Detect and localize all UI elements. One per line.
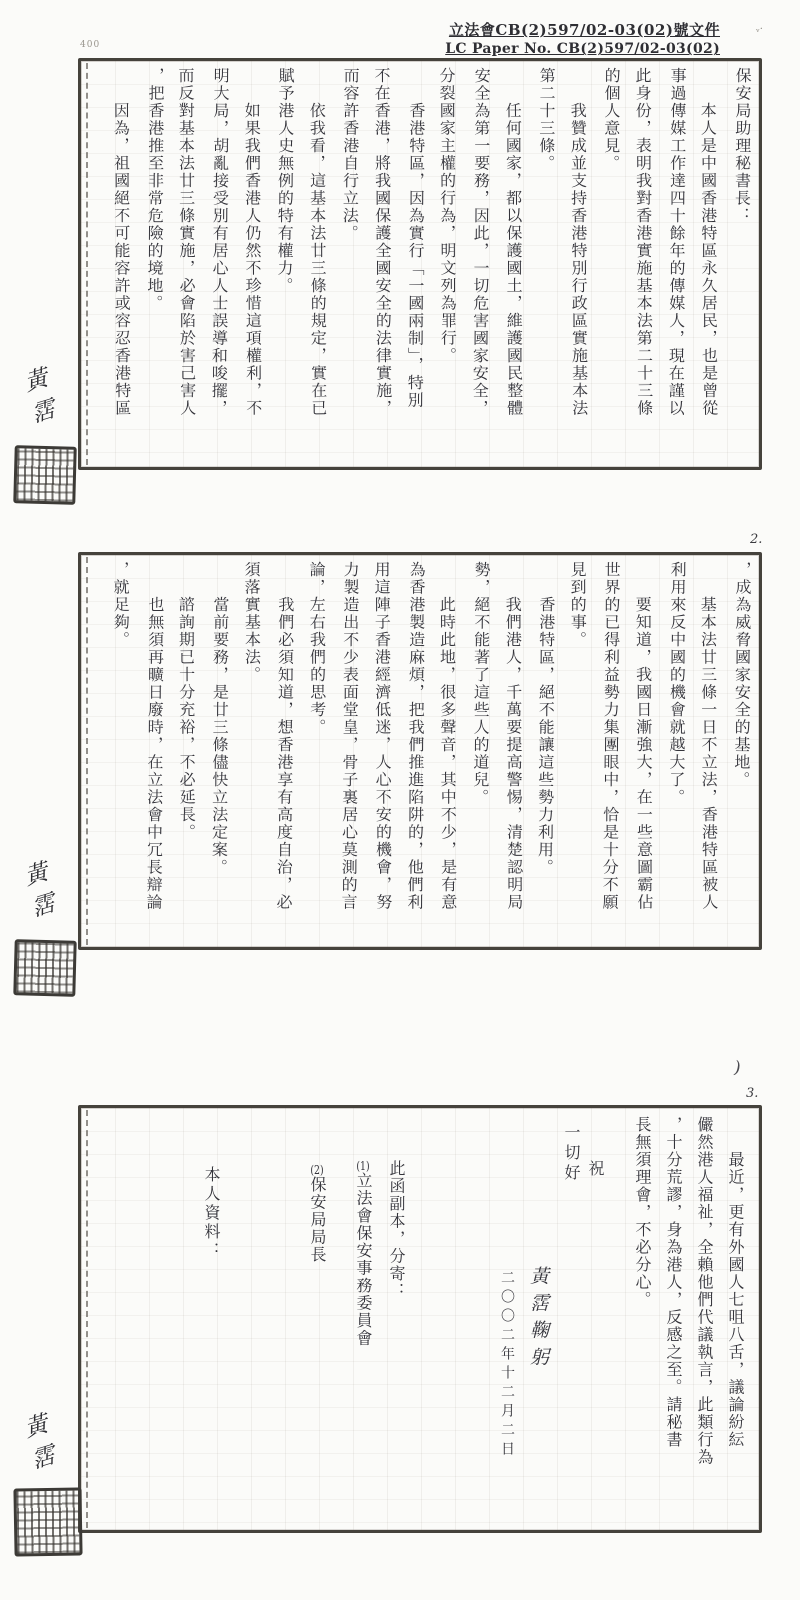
text-column: 依我看，這基本法廿三條的規定，實在已 (306, 66, 328, 418)
text-column: 事過傳媒工作達四十餘年的傳媒人，現在謹以 (665, 66, 687, 418)
text-column: 儼然港人福祉，全賴他們代議執言，此類行為 (695, 1116, 714, 1466)
text-column: 而反對基本法廿三條實施，必會陷於害己害人 (176, 66, 198, 418)
margin-stamp-group (10, 1410, 80, 1556)
text-column: 見到的事。 (567, 560, 588, 649)
margin-stamp-group (10, 364, 80, 504)
seal-stamp (13, 939, 76, 997)
letter-date: 二〇〇二年十二月二日 (499, 1270, 515, 1460)
cc-text: 保安局局長 (308, 1176, 327, 1264)
scan-stray-mark: ) (731, 1057, 743, 1079)
signature-name: 黃霑鞠躬 (527, 1266, 549, 1374)
seal-stamp (13, 1487, 82, 1556)
text-column: 因為，祖國絕不可能容許或容忍香港特區 (110, 66, 132, 418)
text-column: 的個人意見。 (601, 66, 622, 173)
text-column: ，把香港推至非常危險的境地。 (144, 66, 165, 313)
valediction-wish: 一切好 (562, 1124, 581, 1184)
doc-number-chinese: 立法會CB(2)597/02-03(02)號文件 (448, 21, 720, 39)
margin-stamp-group (10, 858, 80, 996)
cc-number: (1) (356, 1160, 370, 1172)
valediction-zhu: 祝 (586, 1160, 605, 1178)
cc-item (309, 1164, 325, 1264)
page3-number: 3. (746, 1086, 759, 1101)
text-column: ，就足夠。 (111, 560, 131, 649)
text-column: 不在香港，將我國保護全國安全的法律實施， (371, 66, 393, 418)
text-column: 分裂國家主權的行為，明文列為罪行。 (437, 66, 458, 365)
text-column: 長無須理會，不必分心。 (633, 1116, 652, 1309)
text-column: 須落實基本法。 (241, 560, 262, 684)
scan-speck: ᵥ· (756, 24, 763, 35)
text-column: 要知道，我國日漸強大，在一些意圖霸佔 (633, 560, 654, 912)
cc-heading: 此函副本，分寄： (387, 1160, 406, 1300)
text-column: 我們必須知道，想香港享有高度自治，必 (274, 560, 296, 912)
letter-page-3 (78, 1105, 762, 1533)
text-column: 我們港人，千萬要提高警惕，清楚認明局 (502, 560, 524, 912)
handwritten-signature: 黃霑 (18, 1410, 58, 1481)
text-column: 世界的已得利益勢力集團眼中，恰是十分不願 (600, 560, 622, 912)
cc-number: (2) (310, 1164, 324, 1176)
text-column: 此時此地，很多聲音，其中不少，是有意 (437, 560, 459, 912)
text-column: ，十分荒謬，身為港人，反感之至。請秘書 (664, 1116, 683, 1449)
text-column: 如果我們香港人仍然不珍惜這項權利，不 (241, 66, 263, 418)
text-column: 香港特區，絕不能讓這些勢力利用。 (535, 560, 557, 877)
text-column: 任何國家，都以保護國土，維護國民整體 (502, 66, 524, 418)
text-column: 當前要務，是廿三條儘快立法定案。 (209, 560, 231, 877)
text-column: 本人是中國香港特區永久居民，也是曾從 (698, 66, 720, 418)
letter-page-2 (78, 552, 762, 950)
letter-page-1 (78, 58, 762, 470)
text-column: 也無須再曠日廢時，在立法會中冗長辯論 (143, 560, 165, 912)
page2-number: 2. (750, 532, 763, 547)
text-column: 第二十三條。 (536, 66, 557, 173)
personal-info-label: 本人資料： (202, 1166, 221, 1261)
scan-corner-mark: 400 (80, 40, 101, 50)
text-column: 用這陣子香港經濟低迷，人心不安的機會，努 (372, 560, 393, 912)
text-column: 而容許香港自行立法。 (340, 66, 361, 243)
handwritten-signature: 黃霑 (18, 858, 58, 929)
cc-item (355, 1160, 371, 1347)
text-column: 最近，更有外國人七咀八舌，議論紛紜 (726, 1116, 745, 1449)
text-column: 安全為第一要務，因此，一切危害國家安全， (469, 66, 492, 418)
text-column: 保安局助理秘書長： (732, 66, 753, 225)
page2-text (97, 560, 753, 941)
handwritten-signature: 黃霑 (18, 364, 58, 435)
page1-text (97, 66, 753, 461)
text-column: 基本法廿三條一日不立法，香港特區被人 (698, 560, 720, 912)
text-column: 我贊成並支持香港特別行政區實施基本法 (567, 66, 589, 418)
text-column: 諮詢期已十分充裕，不必延長。 (176, 560, 197, 842)
text-column: ，成為威脅國家安全的基地。 (731, 560, 753, 789)
doc-number-english: LC Paper No. CB(2)597/02-03(02) (445, 41, 720, 58)
text-column: 賦予港人史無例的特有權力。 (274, 66, 296, 295)
text-column: 明大局，胡亂接受別有居心人士誤導和唆擺， (208, 66, 231, 418)
seal-stamp (13, 445, 76, 505)
lc-paper-header (445, 20, 720, 59)
text-column: 勢，絕不能著了這些人的道兒。 (470, 560, 492, 807)
text-column: 香港特區，因為實行「一國兩制」，特別 (404, 66, 426, 410)
text-column: 利用來反中國的機會就越大了。 (666, 560, 687, 807)
text-column: 力製造出不少表面堂皇，骨子裏居心莫測的言 (339, 560, 361, 912)
cc-text: 立法會保安事務委員會 (354, 1172, 373, 1347)
text-column: 為香港製造麻煩，把我們推進陷阱的，他們利 (404, 560, 426, 912)
text-column: 此身份，表明我對香港實施基本法第二十三條 (632, 66, 654, 418)
text-column: 論，左右我們的思考。 (306, 560, 327, 737)
